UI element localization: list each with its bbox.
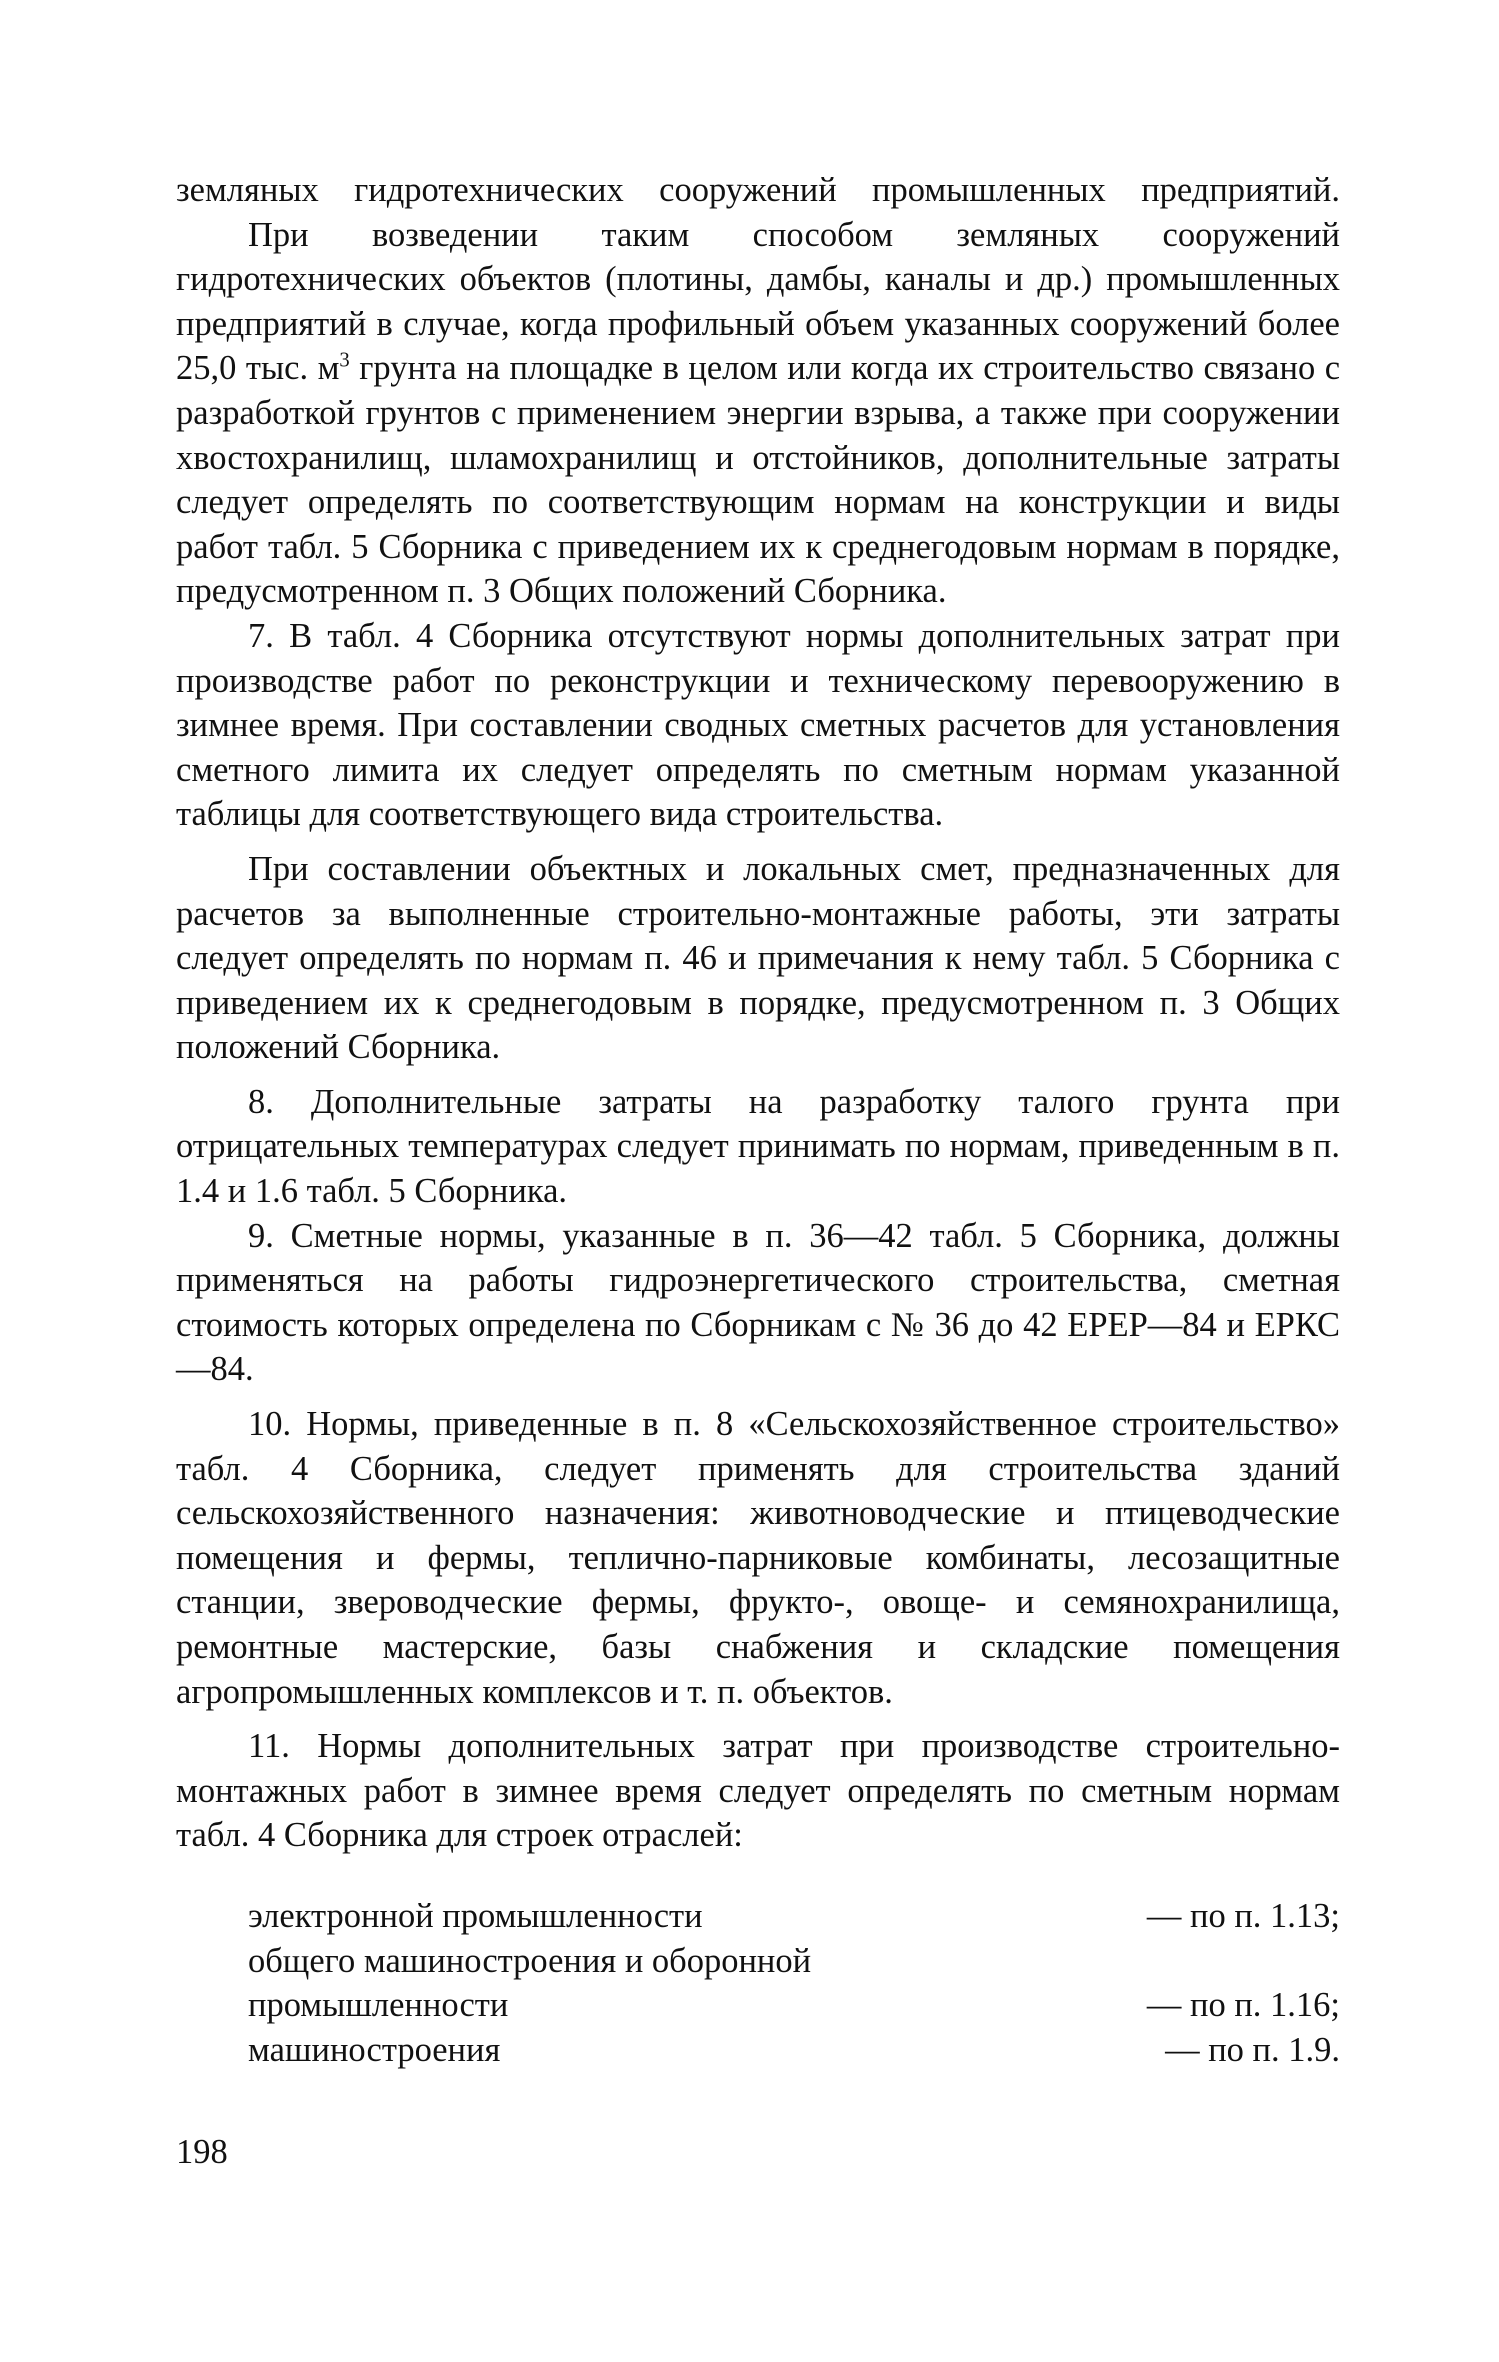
industry-list	[248, 1894, 1340, 2072]
page-number: 198	[176, 2133, 228, 2171]
list-item-label: машиностроения	[248, 2030, 501, 2069]
list-item	[248, 1894, 1340, 1939]
paragraph-9: 9. Сметные нормы, указанные в п. 36—42 табл. 5 Сборника, должны применяться на работы гидроэнергетического строительства, сметная стоимость которых определена по Сборникам с № 36 до 42 ЕРЕР—84 и ЕРКС—84.	[176, 1216, 1340, 1389]
list-item	[248, 1983, 1340, 2028]
paragraph-1-part-2: грунта на площадке в целом или когда их строительство связано с разработкой грунтов с применением энергии взрыва, а также при сооружении хвостохранилищ, шламохранилищ и отстойников, дополнительные затраты следует определять по соответствующим нормам на конструкции и виды работ табл. 5 Сборника с приведением их к среднегодовым нормам в порядке, предусмотренном п. 3 Общих положений Сборника.	[176, 349, 1341, 611]
paragraph-0: земляных гидротехнических сооружений промышленных предприятий.	[176, 171, 1340, 209]
list-item-label: промышленности	[248, 1986, 509, 2025]
paragraph-11: 11. Нормы дополнительных затрат при производстве строительно-монтажных работ в зимнее время следует определять по сметным нормам табл. 4 Сборника для строек отраслей:	[176, 1727, 1340, 1855]
list-item-label: общего машиностроения и оборонной	[248, 1941, 812, 1980]
list-item-label: электронной промышленности	[248, 1896, 703, 1935]
paragraph-10: 10. Нормы, приведенные в п. 8 «Сельскохозяйственное строительство» табл. 4 Сборника, следует применять для строительства зданий сельскохозяйственного назначения: животноводческие и птицеводческие помещения и фермы, теплично-парниковые комбинаты, лесозащитные станции, звероводческие фермы, фрукто-, овоще- и семянохранилища, ремонтные мастерские, базы снабжения и складские помещения агропромышленных комплексов и т. п. объектов.	[176, 1405, 1340, 1711]
paragraph-7-continued: При составлении объектных и локальных смет, предназначенных для расчетов за выполненные строительно-монтажные работы, эти затраты следует определять по нормам п. 46 и примечания к нему табл. 5 Сборника с приведением их к среднегодовым в порядке, предусмотренном п. 3 Общих положений Сборника.	[176, 849, 1340, 1067]
paragraph-1	[176, 213, 1340, 614]
list-item-ref: — по п. 1.16;	[1146, 1986, 1340, 2025]
list-item-ref: — по п. 1.9.	[1165, 2030, 1340, 2069]
paragraph-1-part-1: При возведении таким способом земляных сооружений гидротехнических объектов (плотины, дамбы, каналы и др.) промышленных предприятий в случае, когда профильный объем указанных сооружений более 25,0 тыс. м	[176, 215, 1340, 388]
paragraph-7: 7. В табл. 4 Сборника отсутствуют нормы дополнительных затрат при производстве работ по реконструкции и техническому перевооружению в зимнее время. При составлении сводных сметных расчетов для установления сметного лимита их следует определять по сметным нормам указанной таблицы для соответствующего вида строительства.	[176, 616, 1340, 834]
list-item-ref: — по п. 1.13;	[1146, 1896, 1340, 1935]
page-body	[176, 168, 1340, 2072]
superscript-cubic: 3	[339, 349, 350, 372]
list-item	[248, 2028, 1340, 2073]
list-item	[248, 1939, 1340, 1984]
paragraph-8: 8. Дополнительные затраты на разработку талого грунта при отрицательных температурах следует принимать по нормам, приведенным в п. 1.4 и 1.6 табл. 5 Сборника.	[176, 1082, 1340, 1211]
